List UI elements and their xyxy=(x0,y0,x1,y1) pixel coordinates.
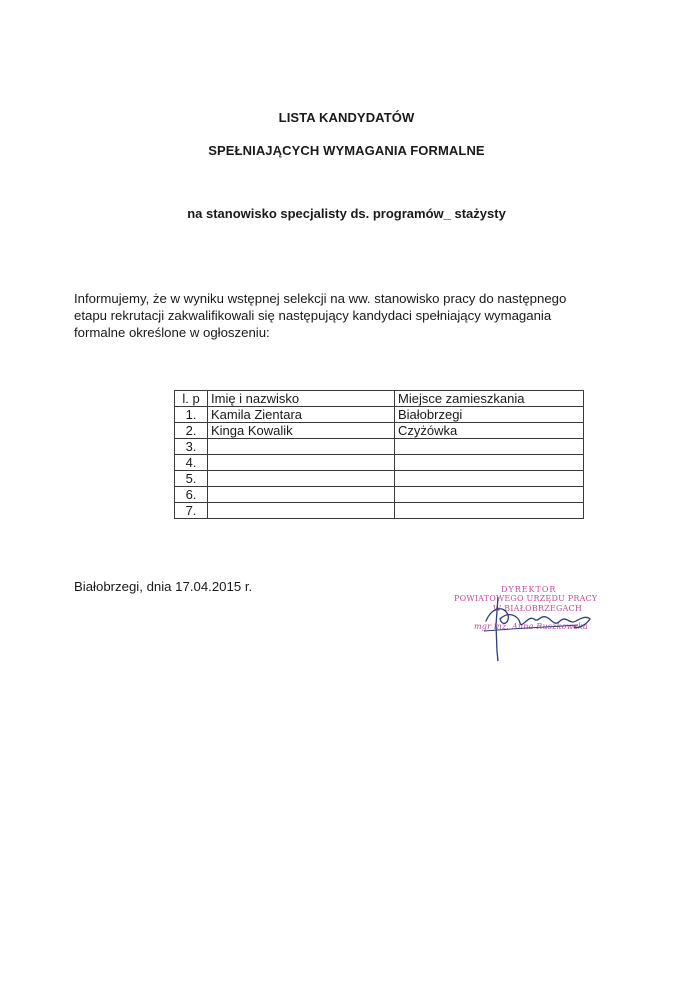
stamp-line-title: DYREKTOR xyxy=(501,585,557,594)
document-title-line2: SPEŁNIAJĄCYCH WYMAGANIA FORMALNE xyxy=(208,143,485,158)
intro-line-3: formalne określone w ogłoszeniu: xyxy=(74,325,270,340)
header-place: Miejsce zamieszkania xyxy=(395,391,584,407)
cell-place xyxy=(395,439,584,455)
signature-underline xyxy=(484,625,578,631)
position-subtitle: na stanowisko specjalisty ds. programów_ stażysty xyxy=(187,206,506,221)
table-row xyxy=(175,407,584,423)
cell-name xyxy=(208,439,395,455)
cell-lp: 5. xyxy=(175,471,208,487)
cell-name xyxy=(208,487,395,503)
header-name: Imię i nazwisko xyxy=(208,391,395,407)
table-row xyxy=(175,487,584,503)
cell-place xyxy=(395,487,584,503)
table-row xyxy=(175,471,584,487)
cell-name: Kamila Zientara xyxy=(208,407,395,423)
candidates-table xyxy=(174,390,584,519)
cell-name xyxy=(208,471,395,487)
document-title: LISTA KANDYDATÓW xyxy=(278,110,415,125)
cell-place: Białobrzegi xyxy=(395,407,584,423)
intro-line-2: etapu rekrutacji zakwalifikowali się następujący kandydaci spełniający wymagania xyxy=(74,308,552,323)
cell-place xyxy=(395,455,584,471)
cell-lp: 7. xyxy=(175,503,208,519)
table-row xyxy=(175,439,584,455)
table-row xyxy=(175,423,584,439)
stamp-line-person: mgr inż. Anna Ruszkowska xyxy=(474,622,589,631)
signature-scribble xyxy=(486,609,590,628)
cell-lp: 2. xyxy=(175,423,208,439)
cell-lp: 6. xyxy=(175,487,208,503)
signature-vertical-stroke xyxy=(496,597,498,661)
stamp-line-office: POWIATOWEGO URZĘDU PRACY xyxy=(454,594,598,603)
table-header-row xyxy=(175,391,584,407)
cell-place: Czyżówka xyxy=(395,423,584,439)
cell-name: Kinga Kowalik xyxy=(208,423,395,439)
cell-lp: 3. xyxy=(175,439,208,455)
cell-place xyxy=(395,471,584,487)
stamp-line-city: W BIAŁOBRZEGACH xyxy=(493,604,583,613)
intro-line-1: Informujemy, że w wyniku wstępnej selekcji na ww. stanowisko pracy do następnego xyxy=(74,291,567,306)
intro-paragraph xyxy=(74,290,634,341)
cell-name xyxy=(208,503,395,519)
cell-lp: 4. xyxy=(175,455,208,471)
cell-lp: 1. xyxy=(175,407,208,423)
signature-icon xyxy=(448,585,608,665)
header-lp: l. p xyxy=(175,391,208,407)
table-row xyxy=(175,503,584,519)
official-stamp xyxy=(448,585,608,665)
cell-place xyxy=(395,503,584,519)
table-row xyxy=(175,455,584,471)
cell-name xyxy=(208,455,395,471)
place-and-date: Białobrzegi, dnia 17.04.2015 r. xyxy=(74,579,253,594)
